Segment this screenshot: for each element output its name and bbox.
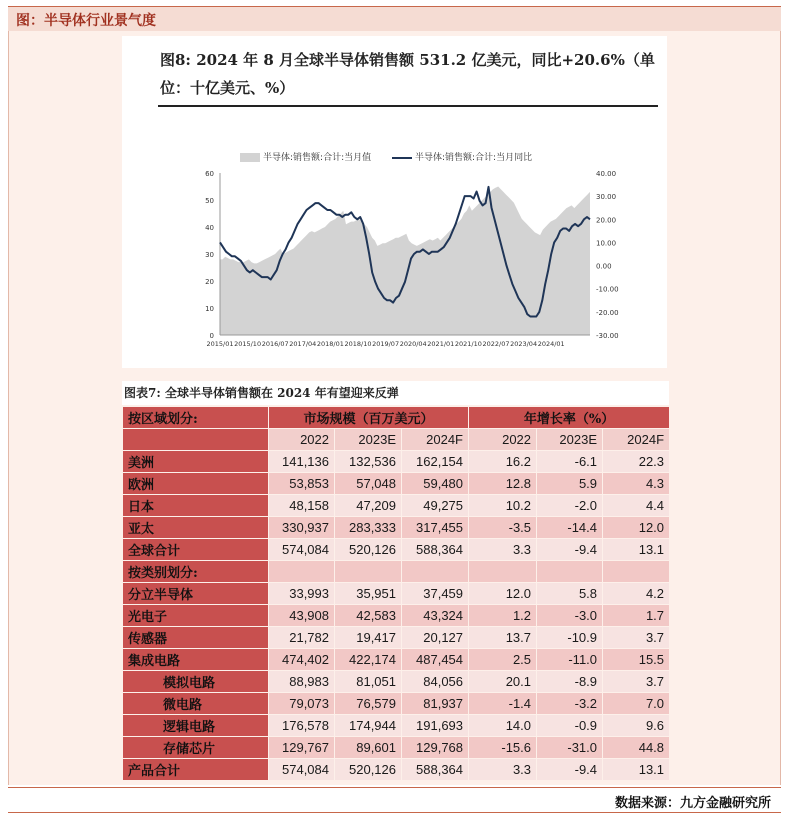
row-value: 129,767 (269, 737, 335, 759)
table-row (123, 715, 670, 737)
row-value: 3.3 (469, 539, 537, 561)
row-value: 574,084 (269, 759, 335, 781)
row-value: 84,056 (402, 671, 469, 693)
table-row (123, 693, 670, 715)
row-value: 13.1 (603, 539, 670, 561)
row-value: 48,158 (269, 495, 335, 517)
row-value: 7.0 (603, 693, 670, 715)
row-value: -15.6 (469, 737, 537, 759)
sales-table (122, 406, 670, 781)
year-cell: 2023E (335, 429, 402, 451)
row-label: 模拟电路 (123, 671, 269, 693)
x-tick-label: 2015/01 (206, 340, 234, 348)
row-value: 141,136 (269, 451, 335, 473)
row-label: 逻辑电路 (123, 715, 269, 737)
left-tick-label: 50 (205, 197, 214, 205)
row-value: 13.1 (603, 759, 670, 781)
x-tick-label: 2022/07 (482, 340, 510, 348)
row-label: 美洲 (123, 451, 269, 473)
group-region-label: 按区域划分: (123, 407, 269, 429)
row-value: 3.3 (469, 759, 537, 781)
year-cell: 2022 (269, 429, 335, 451)
row-value: 81,051 (335, 671, 402, 693)
right-tick-label: 10.00 (596, 239, 617, 248)
row-value: -8.9 (537, 671, 603, 693)
row-value: 330,937 (269, 517, 335, 539)
row-value: 14.0 (469, 715, 537, 737)
blank-cell (469, 561, 537, 583)
growth-rate-header: 年增长率（%） (469, 407, 670, 429)
row-value: 22.3 (603, 451, 670, 473)
row-value: 37,459 (402, 583, 469, 605)
row-value: 20,127 (402, 627, 469, 649)
row-value: 283,333 (335, 517, 402, 539)
source-bar (8, 787, 781, 813)
row-value: 43,908 (269, 605, 335, 627)
source-text: 数据来源：九方金融研究所 (614, 796, 771, 811)
row-value: -11.0 (537, 649, 603, 671)
year-cell: 2024F (402, 429, 469, 451)
right-tick-label: -20.00 (596, 308, 619, 317)
row-value: -2.0 (537, 495, 603, 517)
figure-8-title: 图8: 2024 年 8 月全球半导体销售额 531.2 亿美元，同比+20.6%（单位：十亿美元、%） (160, 51, 655, 97)
row-value: 57,048 (335, 473, 402, 495)
row-value: -31.0 (537, 737, 603, 759)
row-value: 317,455 (402, 517, 469, 539)
table-row (123, 627, 670, 649)
left-tick-label: 30 (205, 251, 214, 259)
row-label: 传感器 (123, 627, 269, 649)
year-cell: 2024F (603, 429, 670, 451)
row-value: 53,853 (269, 473, 335, 495)
row-label: 产品合计 (123, 759, 269, 781)
x-tick-label: 2019/07 (372, 340, 400, 348)
row-value: 5.8 (537, 583, 603, 605)
row-value: 520,126 (335, 759, 402, 781)
row-value: -9.4 (537, 539, 603, 561)
right-tick-label: 40.00 (596, 170, 617, 178)
legend-label-line: 半导体:销售额:合计:当月同比 (414, 153, 533, 163)
row-label: 欧洲 (123, 473, 269, 495)
row-value: 35,951 (335, 583, 402, 605)
blank-cell (335, 561, 402, 583)
x-tick-label: 2023/04 (510, 340, 538, 348)
row-value: 12.0 (469, 583, 537, 605)
row-value: 16.2 (469, 451, 537, 473)
row-value: 422,174 (335, 649, 402, 671)
row-value: 47,209 (335, 495, 402, 517)
row-value: 162,154 (402, 451, 469, 473)
x-tick-label: 2017/04 (289, 340, 317, 348)
blank-cell (402, 561, 469, 583)
row-value: 15.5 (603, 649, 670, 671)
row-value: 10.2 (469, 495, 537, 517)
right-tick-label: 0.00 (596, 262, 612, 271)
left-tick-label: 40 (205, 224, 214, 232)
table-year-row (123, 429, 670, 451)
row-label: 集成电路 (123, 649, 269, 671)
left-tick-label: 0 (209, 332, 214, 340)
blank-cell (537, 561, 603, 583)
row-value: -14.4 (537, 517, 603, 539)
row-label: 存储芯片 (123, 737, 269, 759)
row-value: 33,993 (269, 583, 335, 605)
row-label: 微电路 (123, 693, 269, 715)
left-tick-label: 60 (205, 170, 214, 178)
row-value: 43,324 (402, 605, 469, 627)
sales-area-series (220, 187, 590, 336)
row-value: 49,275 (402, 495, 469, 517)
right-tick-label: -10.00 (596, 285, 619, 294)
table-row (123, 517, 670, 539)
row-label: 全球合计 (123, 539, 269, 561)
row-value: 174,944 (335, 715, 402, 737)
row-value: -6.1 (537, 451, 603, 473)
row-value: 42,583 (335, 605, 402, 627)
row-value: 2.5 (469, 649, 537, 671)
market-size-header: 市场规模（百万美元） (269, 407, 469, 429)
x-tick-label: 2020/04 (399, 340, 427, 348)
row-value: -10.9 (537, 627, 603, 649)
x-tick-label: 2018/01 (316, 340, 344, 348)
figure-7-title: 图表7: 全球半导体销售额在 2024 年有望迎来反弹 (124, 386, 399, 400)
row-value: -9.4 (537, 759, 603, 781)
figure-8 (122, 36, 667, 368)
section-title: 图：半导体行业景气度 (16, 13, 156, 29)
left-tick-label: 20 (205, 278, 214, 286)
row-value: 574,084 (269, 539, 335, 561)
row-value: 89,601 (335, 737, 402, 759)
row-value: 4.4 (603, 495, 670, 517)
row-value: 3.7 (603, 627, 670, 649)
row-label: 分立半导体 (123, 583, 269, 605)
table-row (123, 737, 670, 759)
row-value: 132,536 (335, 451, 402, 473)
row-value: 520,126 (335, 539, 402, 561)
row-value: 20.1 (469, 671, 537, 693)
row-label: 光电子 (123, 605, 269, 627)
year-cell: 2023E (537, 429, 603, 451)
row-value: 487,454 (402, 649, 469, 671)
row-value: 88,983 (269, 671, 335, 693)
row-value: 44.8 (603, 737, 670, 759)
group-row (123, 561, 670, 583)
right-tick-label: -30.00 (596, 332, 619, 340)
row-value: 474,402 (269, 649, 335, 671)
row-value: 1.2 (469, 605, 537, 627)
row-value: 81,937 (402, 693, 469, 715)
x-tick-label: 2021/01 (427, 340, 455, 348)
right-tick-label: 20.00 (596, 216, 617, 225)
row-value: -3.0 (537, 605, 603, 627)
row-value: 3.7 (603, 671, 670, 693)
row-value: 4.2 (603, 583, 670, 605)
row-value: 129,768 (402, 737, 469, 759)
row-value: 59,480 (402, 473, 469, 495)
row-value: 21,782 (269, 627, 335, 649)
row-value: 588,364 (402, 759, 469, 781)
table-row (123, 539, 670, 561)
legend-label-area: 半导体:销售额:合计:当月值 (263, 153, 372, 163)
group-category-label: 按类别划分: (123, 561, 269, 583)
row-label: 亚太 (123, 517, 269, 539)
row-value: 9.6 (603, 715, 670, 737)
row-value: -3.2 (537, 693, 603, 715)
right-tick-label: 30.00 (596, 193, 617, 202)
figure-7-title-bar (122, 381, 669, 405)
table-row (123, 451, 670, 473)
x-tick-label: 2016/07 (261, 340, 289, 348)
row-value: 176,578 (269, 715, 335, 737)
sales-chart (122, 36, 667, 368)
row-value: -3.5 (469, 517, 537, 539)
section-header (8, 6, 781, 32)
table-row (123, 671, 670, 693)
row-value: 12.0 (603, 517, 670, 539)
table-row (123, 473, 670, 495)
row-value: -1.4 (469, 693, 537, 715)
x-tick-label: 2015/10 (234, 340, 262, 348)
row-value: 13.7 (469, 627, 537, 649)
left-tick-label: 10 (205, 305, 214, 313)
row-value: 79,073 (269, 693, 335, 715)
table-row (123, 495, 670, 517)
year-row-blank (123, 429, 269, 451)
table-row (123, 649, 670, 671)
row-value: 5.9 (537, 473, 603, 495)
row-value: 76,579 (335, 693, 402, 715)
row-value: 12.8 (469, 473, 537, 495)
row-value: -0.9 (537, 715, 603, 737)
row-value: 19,417 (335, 627, 402, 649)
row-label: 日本 (123, 495, 269, 517)
x-tick-label: 2021/10 (454, 340, 482, 348)
blank-cell (269, 561, 335, 583)
x-tick-label: 2024/01 (537, 340, 565, 348)
row-value: 588,364 (402, 539, 469, 561)
row-value: 1.7 (603, 605, 670, 627)
table-header-row (123, 407, 670, 429)
table-row (123, 583, 670, 605)
table-row (123, 759, 670, 781)
blank-cell (603, 561, 670, 583)
table-row (123, 605, 670, 627)
year-cell: 2022 (469, 429, 537, 451)
x-tick-label: 2018/10 (344, 340, 372, 348)
row-value: 191,693 (402, 715, 469, 737)
row-value: 4.3 (603, 473, 670, 495)
